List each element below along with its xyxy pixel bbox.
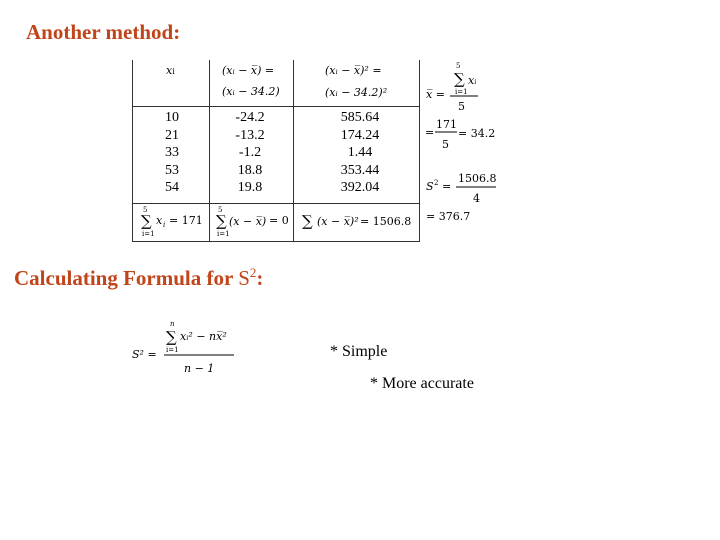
x-value: 54 <box>165 180 179 195</box>
sum-dev-term: (x − x̅) <box>229 215 267 228</box>
heading-formula-var: S <box>238 266 250 290</box>
side-calculation <box>422 60 512 230</box>
note-more-accurate: * More accurate <box>370 375 474 392</box>
computational-formula <box>130 318 250 380</box>
var-lhs-s: S <box>426 180 434 193</box>
sum-x-term: x <box>156 214 163 227</box>
heading-calculating-formula <box>14 266 263 291</box>
mean-lower-limit: i=1 <box>455 88 468 96</box>
formula-upper-limit: n <box>170 320 175 328</box>
x-value: 10 <box>165 110 179 125</box>
deviation-value: -13.2 <box>235 127 265 143</box>
deviation-value: -24.2 <box>235 110 265 125</box>
mean-denominator: 5 <box>458 100 465 113</box>
squared-deviation-value: 353.44 <box>340 162 380 178</box>
x-value: 21 <box>165 127 179 143</box>
sum-upper-limit: 5 <box>143 206 148 214</box>
sum-upper-limit: 5 <box>218 206 223 214</box>
sigma-symbol: ∑ <box>216 212 227 230</box>
sum-lower-limit: i=1 <box>217 230 230 238</box>
var-numerator: 1506.8 <box>458 172 497 185</box>
sigma-symbol: ∑ <box>302 212 313 230</box>
heading-formula-prefix: Calculating Formula for <box>14 266 239 290</box>
formula-lhs: S² = <box>132 348 157 361</box>
sum-lower-limit: i=1 <box>142 230 155 238</box>
note-simple: * Simple <box>330 343 388 360</box>
variance-table <box>132 60 420 242</box>
deviation-value: 18.8 <box>237 162 263 178</box>
sum-x-total: = 171 <box>169 214 203 227</box>
header-xi: xi <box>166 64 175 77</box>
deviation-value: -1.2 <box>238 145 262 160</box>
header-deviation-line2: (xᵢ − 34.2) <box>222 85 280 98</box>
formula-numerator: xᵢ² − nx̅² <box>180 330 227 343</box>
column-deviations <box>224 109 276 197</box>
heading-formula-colon: : <box>256 266 264 290</box>
squared-deviation-value: 585.64 <box>340 110 380 125</box>
step2-denominator: 5 <box>442 138 449 151</box>
squared-deviation-value: 392.04 <box>340 180 380 195</box>
heading-formula-sup: 2 <box>249 265 257 280</box>
mean-upper-limit: 5 <box>456 62 461 70</box>
x-value: 53 <box>165 162 179 178</box>
table-header-rule <box>132 106 420 107</box>
mean-sigma: ∑ <box>454 70 465 88</box>
var-equals: = <box>442 180 452 193</box>
var-lhs-sup: 2 <box>434 179 439 187</box>
x-value: 33 <box>165 145 179 160</box>
var-result: = 376.7 <box>426 210 471 223</box>
header-sqdev-line1: (xᵢ − x̅)² = <box>325 64 382 77</box>
column-x-values <box>154 109 190 197</box>
step2-equals: = <box>425 126 435 139</box>
sum-dev-total: = 0 <box>269 214 289 227</box>
header-deviation-line1: (xᵢ − x̅) = <box>222 64 275 77</box>
step2-result: = 34.2 <box>458 127 496 140</box>
sum-x-sub: i <box>163 221 166 229</box>
deviation-value: 19.8 <box>237 180 263 195</box>
squared-deviation-value: 174.24 <box>340 127 380 143</box>
sigma-symbol: ∑ <box>141 212 152 230</box>
header-sqdev-line2: (xᵢ − 34.2)² <box>325 86 388 99</box>
formula-denominator: n − 1 <box>184 362 215 375</box>
totals-row <box>132 204 420 241</box>
formula-sigma: ∑ <box>166 328 177 346</box>
var-denominator: 4 <box>473 192 480 205</box>
step2-numerator: 171 <box>436 118 457 131</box>
heading-another-method: Another method: <box>26 20 181 44</box>
sum-sq-total: = 1506.8 <box>360 215 412 228</box>
table-border-bottom <box>132 241 420 242</box>
sum-sq-term: (x − x̅)² <box>317 215 359 228</box>
mean-lhs: x̅ = <box>426 88 445 101</box>
squared-deviation-value: 1.44 <box>347 145 373 160</box>
formula-lower-limit: i=1 <box>166 346 179 354</box>
column-squared-deviations <box>322 109 398 197</box>
mean-numerator: xᵢ <box>468 74 477 87</box>
